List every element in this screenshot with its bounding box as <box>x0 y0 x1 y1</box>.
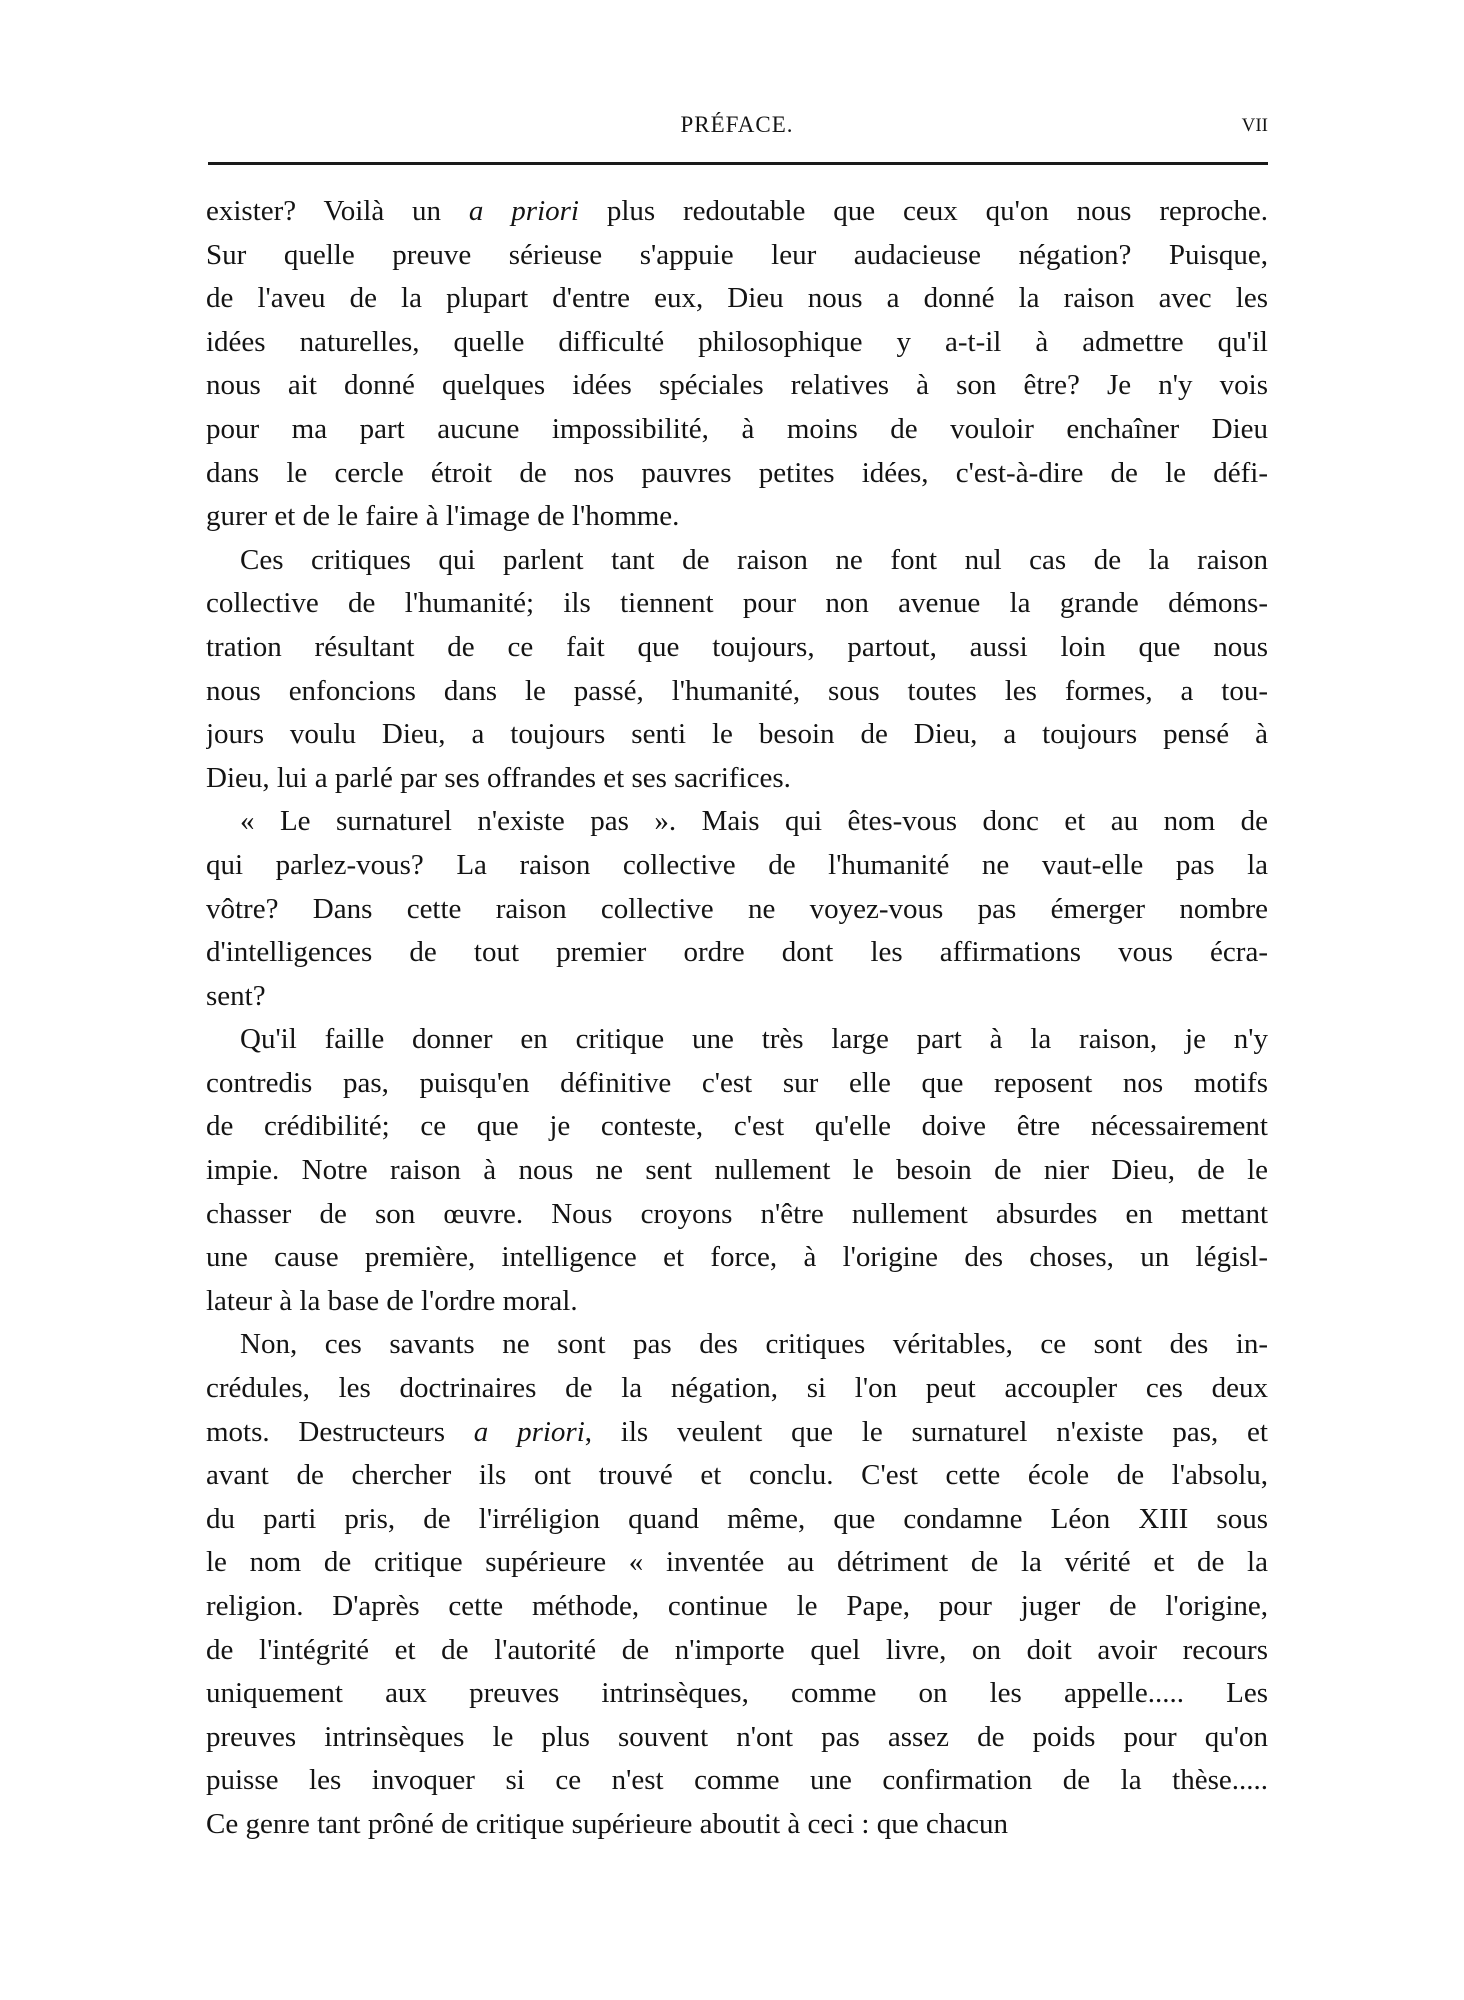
text-segment: exister? Voilà un <box>206 195 469 227</box>
text-line <box>206 757 1268 801</box>
text-line <box>206 1236 1268 1280</box>
text-line <box>206 277 1268 321</box>
text-segment: nous enfoncions dans le passé, l'humanité, sous toutes les formes, a tou- <box>206 674 1268 707</box>
text-segment: Sur quelle preuve sérieuse s'appuie leur audacieuse négation? Puisque, <box>206 238 1268 271</box>
text-segment: une cause première, intelligence et force, à l'origine des choses, un législ- <box>206 1241 1268 1274</box>
text-line <box>206 408 1268 452</box>
text-line <box>206 975 1268 1019</box>
text-line <box>206 1541 1268 1585</box>
text-segment: le nom de critique supérieure « inventée au détriment de la vérité et de la <box>206 1546 1268 1579</box>
text-segment: mots. Destructeurs <box>206 1415 474 1448</box>
text-line <box>206 844 1268 888</box>
paragraph <box>206 800 1268 1018</box>
text-segment: Qu'il faille donner en critique une très large part à la raison, je n'y <box>240 1023 1268 1056</box>
text-line <box>206 321 1268 365</box>
paragraph <box>206 1018 1268 1323</box>
text-segment: Ce genre tant prôné de critique supérieure aboutit à ceci : que chacun <box>206 1807 1008 1840</box>
text-segment: Non, ces savants ne sont pas des critiques véritables, ce sont des in- <box>240 1328 1268 1361</box>
text-segment: contredis pas, puisqu'en définitive c'est sur elle que reposent nos motifs <box>206 1066 1268 1099</box>
text-line <box>206 1018 1268 1062</box>
text-segment: dans le cercle étroit de nos pauvres petites idées, c'est-à-dire de le défi- <box>206 456 1268 489</box>
text-line <box>206 190 1268 234</box>
text-segment: avant de chercher ils ont trouvé et conclu. C'est cette école de l'absolu, <box>206 1459 1268 1492</box>
text-line <box>206 1672 1268 1716</box>
page-number: VII <box>1241 115 1268 136</box>
text-segment: idées naturelles, quelle difficulté philosophique y a-t-il à admettre qu'il <box>206 325 1268 358</box>
text-line <box>206 713 1268 757</box>
text-segment: de crédibilité; ce que je conteste, c'est qu'elle doive être nécessairement <box>206 1110 1268 1143</box>
paragraph <box>206 190 1268 539</box>
text-line <box>206 495 1268 539</box>
text-line <box>206 1323 1268 1367</box>
text-segment: uniquement aux preuves intrinsèques, comme on les appelle..... Les <box>206 1677 1268 1710</box>
text-segment: vôtre? Dans cette raison collective ne voyez-vous pas émerger nombre <box>206 892 1268 925</box>
header-rule <box>208 162 1268 165</box>
text-line <box>206 670 1268 714</box>
text-segment: plus redoutable que ceux qu'on nous reproche. <box>578 195 1268 227</box>
text-line <box>206 800 1268 844</box>
text-line <box>206 1803 1268 1847</box>
text-line <box>206 1585 1268 1629</box>
text-line <box>206 1149 1268 1193</box>
text-segment: de l'aveu de la plupart d'entre eux, Dieu nous a donné la raison avec les <box>206 282 1268 315</box>
text-line <box>206 626 1268 670</box>
text-segment: nous ait donné quelques idées spéciales relatives à son être? Je n'y vois <box>206 369 1268 402</box>
italic-text: a priori <box>468 195 579 227</box>
text-line <box>206 1454 1268 1498</box>
text-segment: du parti pris, de l'irréligion quand même, que condamne Léon XIII sous <box>206 1502 1268 1535</box>
text-line <box>206 888 1268 932</box>
text-segment: lateur à la base de l'ordre moral. <box>206 1284 578 1317</box>
text-line <box>206 234 1268 278</box>
text-line <box>206 1498 1268 1542</box>
page-body <box>206 190 1268 1847</box>
text-line <box>206 539 1268 583</box>
text-segment: qui parlez-vous? La raison collective de l'humanité ne vaut-elle pas la <box>206 848 1268 881</box>
text-segment: d'intelligences de tout premier ordre dont les affirmations vous écra- <box>206 936 1268 969</box>
text-line <box>206 1759 1268 1803</box>
text-segment: , ils veulent que le surnaturel n'existe pas, et <box>584 1415 1268 1448</box>
text-segment: collective de l'humanité; ils tiennent pour non avenue la grande démons- <box>206 587 1268 620</box>
text-segment: puisse les invoquer si ce n'est comme une confirmation de la thèse..... <box>206 1764 1268 1797</box>
text-line <box>206 452 1268 496</box>
running-header <box>206 112 1268 148</box>
text-segment: sent? <box>206 979 266 1012</box>
paragraph <box>206 539 1268 801</box>
text-line <box>206 1280 1268 1324</box>
text-line <box>206 1716 1268 1760</box>
text-line <box>206 1062 1268 1106</box>
text-line <box>206 1193 1268 1237</box>
running-title: PRÉFACE. <box>680 112 794 137</box>
text-line <box>206 1367 1268 1411</box>
text-segment: gurer et de le faire à l'image de l'homme. <box>206 500 680 533</box>
italic-text: a priori <box>473 1415 585 1448</box>
text-segment: jours voulu Dieu, a toujours senti le besoin de Dieu, a toujours pensé à <box>206 718 1268 751</box>
text-segment: crédules, les doctrinaires de la négation, si l'on peut accoupler ces deux <box>206 1372 1268 1405</box>
text-segment: pour ma part aucune impossibilité, à moins de vouloir enchaîner Dieu <box>206 412 1268 445</box>
text-segment: tration résultant de ce fait que toujours, partout, aussi loin que nous <box>206 630 1268 663</box>
text-segment: impie. Notre raison à nous ne sent nullement le besoin de nier Dieu, de le <box>206 1154 1268 1187</box>
text-line <box>206 931 1268 975</box>
text-line <box>206 364 1268 408</box>
text-line <box>206 1629 1268 1673</box>
text-line <box>206 1105 1268 1149</box>
text-segment: de l'intégrité et de l'autorité de n'importe quel livre, on doit avoir recours <box>206 1633 1268 1666</box>
text-segment: religion. D'après cette méthode, continue le Pape, pour juger de l'origine, <box>206 1590 1268 1622</box>
text-segment: preuves intrinsèques le plus souvent n'ont pas assez de poids pour qu'on <box>206 1720 1268 1753</box>
text-segment: chasser de son œuvre. Nous croyons n'être nullement absurdes en mettant <box>206 1197 1268 1230</box>
text-line <box>206 1411 1268 1455</box>
text-line <box>206 582 1268 626</box>
text-segment: Ces critiques qui parlent tant de raison ne font nul cas de la raison <box>240 543 1268 576</box>
text-segment: Dieu, lui a parlé par ses offrandes et ses sacrifices. <box>206 761 791 794</box>
text-segment: « Le surnaturel n'existe pas ». Mais qui êtes-vous donc et au nom de <box>240 805 1268 838</box>
paragraph <box>206 1323 1268 1846</box>
